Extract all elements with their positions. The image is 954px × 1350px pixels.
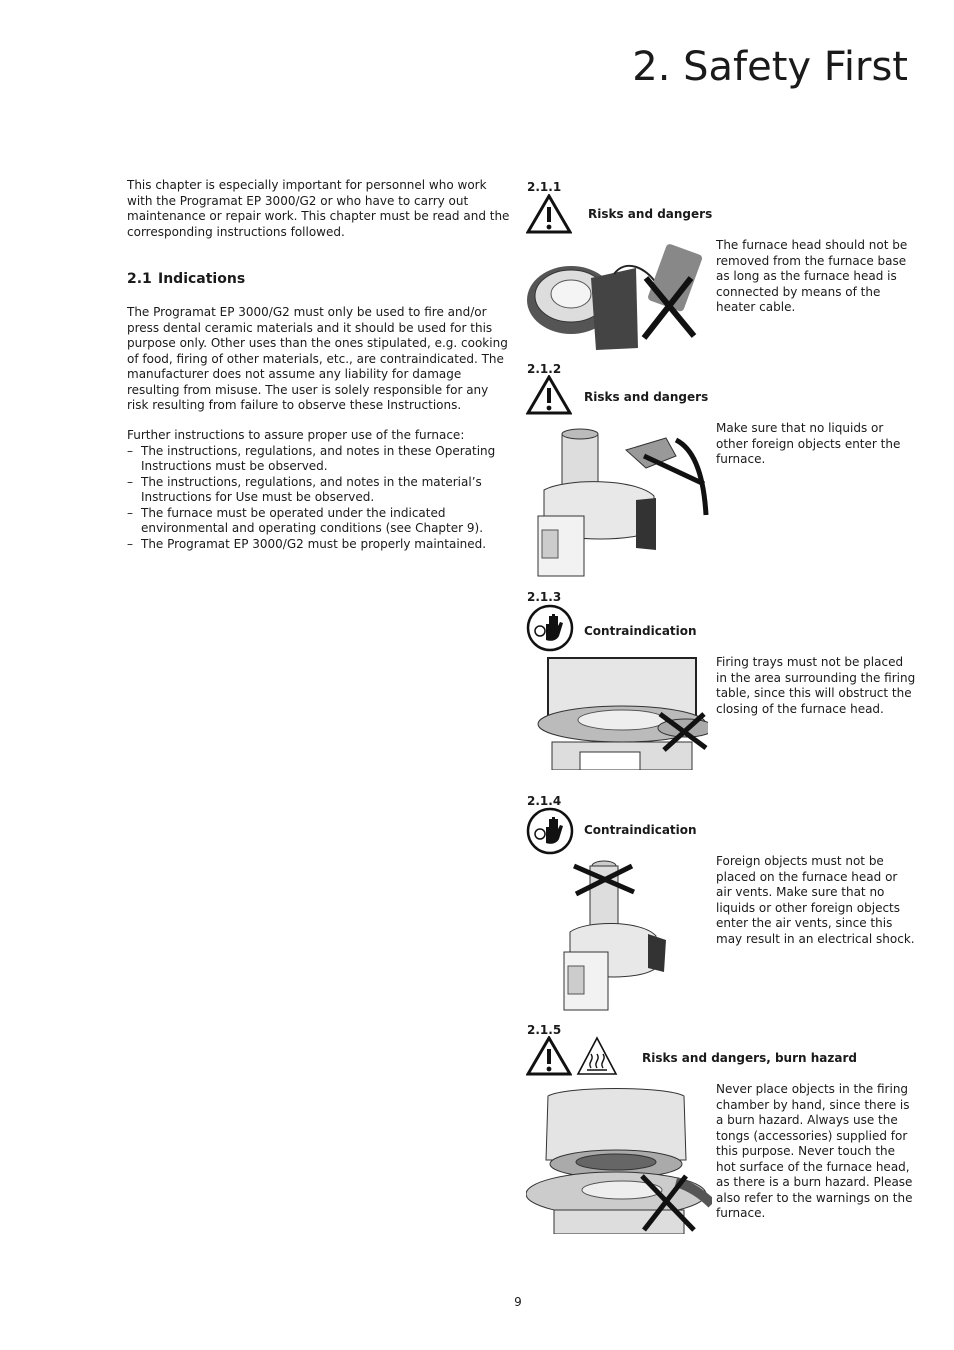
section-title: Indications <box>158 271 246 287</box>
list-item: – The instructions, regulations, and notes in these Operating Instructions must be observed. <box>127 444 512 475</box>
further-instructions <box>127 428 512 552</box>
warning-number: 2.1.3 <box>527 590 562 604</box>
warning-label: Risks and dangers <box>584 390 709 404</box>
page-title: 2. Safety First <box>632 44 908 90</box>
liquid-spray-illustration <box>526 420 710 578</box>
firing-tray-placement-illustration <box>536 656 708 770</box>
instruction-list <box>127 444 512 553</box>
warning-triangle-icon <box>526 194 572 234</box>
warning-text: Never place objects in the firing chamber by hand, since there is a burn hazard. Always use the tongs (accessories) supplied for this purpose. Never touch the hot surface of the furnace head, as there is a burn hazard. Please also refer to the warnings on the furnace. <box>716 1082 913 1220</box>
section-number: 2.1 <box>127 271 152 287</box>
stop-hand-icon <box>526 604 574 652</box>
intro-paragraph: This chapter is especially important for personnel who work with the Programat EP 3000/G2 or who have to carry out maintenance or repair work. This chapter must be read and the corresponding instructions followed. <box>127 178 510 239</box>
foreign-objects-illustration <box>556 856 668 1012</box>
warning-text: The furnace head should not be removed from the furnace base as long as the furnace head is connected by means of the heater cable. <box>716 238 908 314</box>
stop-hand-icon <box>526 807 574 855</box>
warning-triangle-icon <box>526 375 572 415</box>
furnace-head-removal-illustration <box>526 238 710 358</box>
further-instructions-intro: Further instructions to assure proper use of the furnace: <box>127 428 465 442</box>
warning-text: Make sure that no liquids or other foreign objects enter the furnace. <box>716 421 901 466</box>
list-item: – The furnace must be operated under the indicated environmental and operating conditions (see Chapter 9). <box>127 506 512 537</box>
warning-label: Risks and dangers, burn hazard <box>642 1051 857 1065</box>
list-item: – The Programat EP 3000/G2 must be properly maintained. <box>127 537 512 553</box>
page-number: 9 <box>514 1295 522 1309</box>
indications-paragraph: The Programat EP 3000/G2 must only be used to fire and/or press dental ceramic materials and it should be used for this purpose only. Other uses than the ones stipulated, e.g. cooking of food, firing of other materials, etc., are contraindicated. The manufacturer does not assume any liability for damage resulting from misuse. The user is solely responsible for any risk resulting from failure to observe these Instructions. <box>127 305 508 412</box>
warning-text: Foreign objects must not be placed on the furnace head or air vents. Make sure that no liquids or other foreign objects enter the air vents, since this may result in an electrical shock. <box>716 854 915 946</box>
warning-label: Risks and dangers <box>588 207 713 221</box>
list-item: – The instructions, regulations, and notes in the material’s Instructions for Use must be observed. <box>127 475 512 506</box>
section-heading <box>127 271 245 287</box>
warning-number: 2.1.2 <box>527 362 562 376</box>
hot-surface-icon <box>576 1036 618 1076</box>
warning-number: 2.1.5 <box>527 1023 562 1037</box>
warning-label: Contraindication <box>584 624 697 638</box>
warning-triangle-icon <box>526 1036 572 1076</box>
burn-hazard-illustration <box>526 1086 712 1234</box>
warning-number: 2.1.4 <box>527 794 562 808</box>
warning-text: Firing trays must not be placed in the area surrounding the firing table, since this will obstruct the closing of the furnace head. <box>716 655 916 716</box>
warning-number: 2.1.1 <box>527 180 562 194</box>
warning-label: Contraindication <box>584 823 697 837</box>
